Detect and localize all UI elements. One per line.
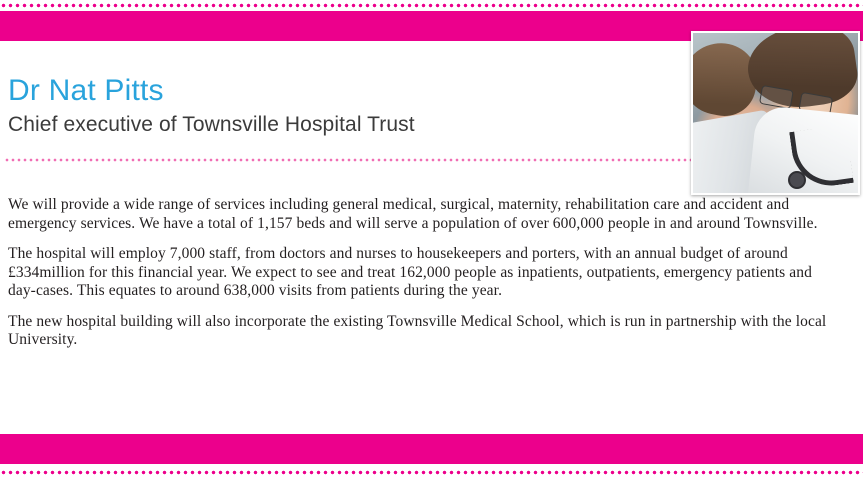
top-dotted-rule [0,3,863,8]
clinicians-photo [691,31,860,195]
bottom-dotted-rule [0,470,863,475]
paragraph-3: The new hospital building will also incorporate the existing Townsville Medical School, which is run in partnership with the local University. [8,312,827,348]
paragraph-1: We will provide a wide range of services including general medical, surgical, maternity, rehabilitation care and accident and emergency services. We have a total of 1,157 beds and will serve a population of over 600,000 people in and around Townsville. [8,196,818,232]
photo-image [693,33,858,193]
page-subtitle: Chief executive of Townsville Hospital Trust [8,113,415,136]
page-title: Dr Nat Pitts [8,74,164,107]
title-block [8,74,668,138]
body-copy [8,196,842,362]
footer-magenta-band [0,434,863,464]
paragraph-2: The hospital will employ 7,000 staff, from doctors and nurses to housekeepers and porters, with an annual budget of around £334million for this financial year. We expect to see and treat 162,000 people as inpatients, outpatients, emergency patients and day-cases. This equates to around 638,000 visits from patients during the year. [8,245,812,299]
